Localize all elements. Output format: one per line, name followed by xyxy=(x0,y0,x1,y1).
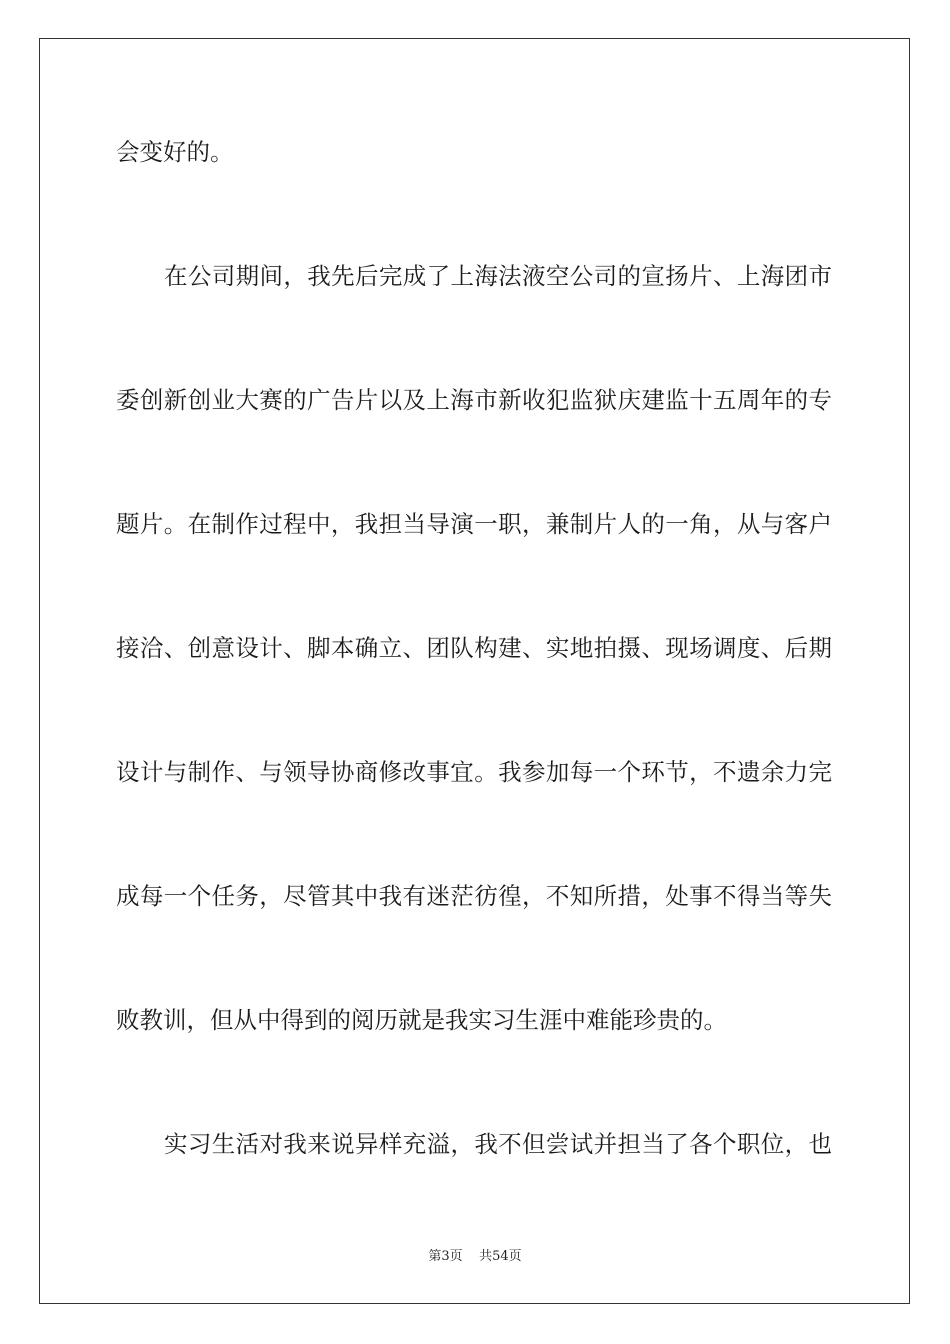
page-border xyxy=(39,38,910,1304)
body-line-6: 设计与制作、与领导协商修改事宜。我参加每一个环节，不遗余力完 xyxy=(116,758,832,786)
body-line-1: 会变好的。 xyxy=(116,138,234,166)
page-number-footer: 第3页 共54页 xyxy=(428,1249,522,1264)
body-line-9: 实习生活对我来说异样充溢，我不但尝试并担当了各个职位，也 xyxy=(164,1130,832,1158)
body-line-3: 委创新创业大赛的广告片以及上海市新收犯监狱庆建监十五周年的专 xyxy=(116,386,832,414)
body-line-7: 成每一个任务，尽管其中我有迷茫彷徨，不知所措，处事不得当等失 xyxy=(116,882,832,910)
body-line-4: 题片。在制作过程中，我担当导演一职，兼制片人的一角，从与客户 xyxy=(116,510,832,538)
body-line-5: 接洽、创意设计、脚本确立、团队构建、实地拍摄、现场调度、后期 xyxy=(116,634,832,662)
body-line-8: 败教训，但从中得到的阅历就是我实习生涯中难能珍贵的。 xyxy=(116,1006,727,1034)
body-line-2: 在公司期间，我先后完成了上海法液空公司的宣扬片、上海团市 xyxy=(164,262,832,290)
